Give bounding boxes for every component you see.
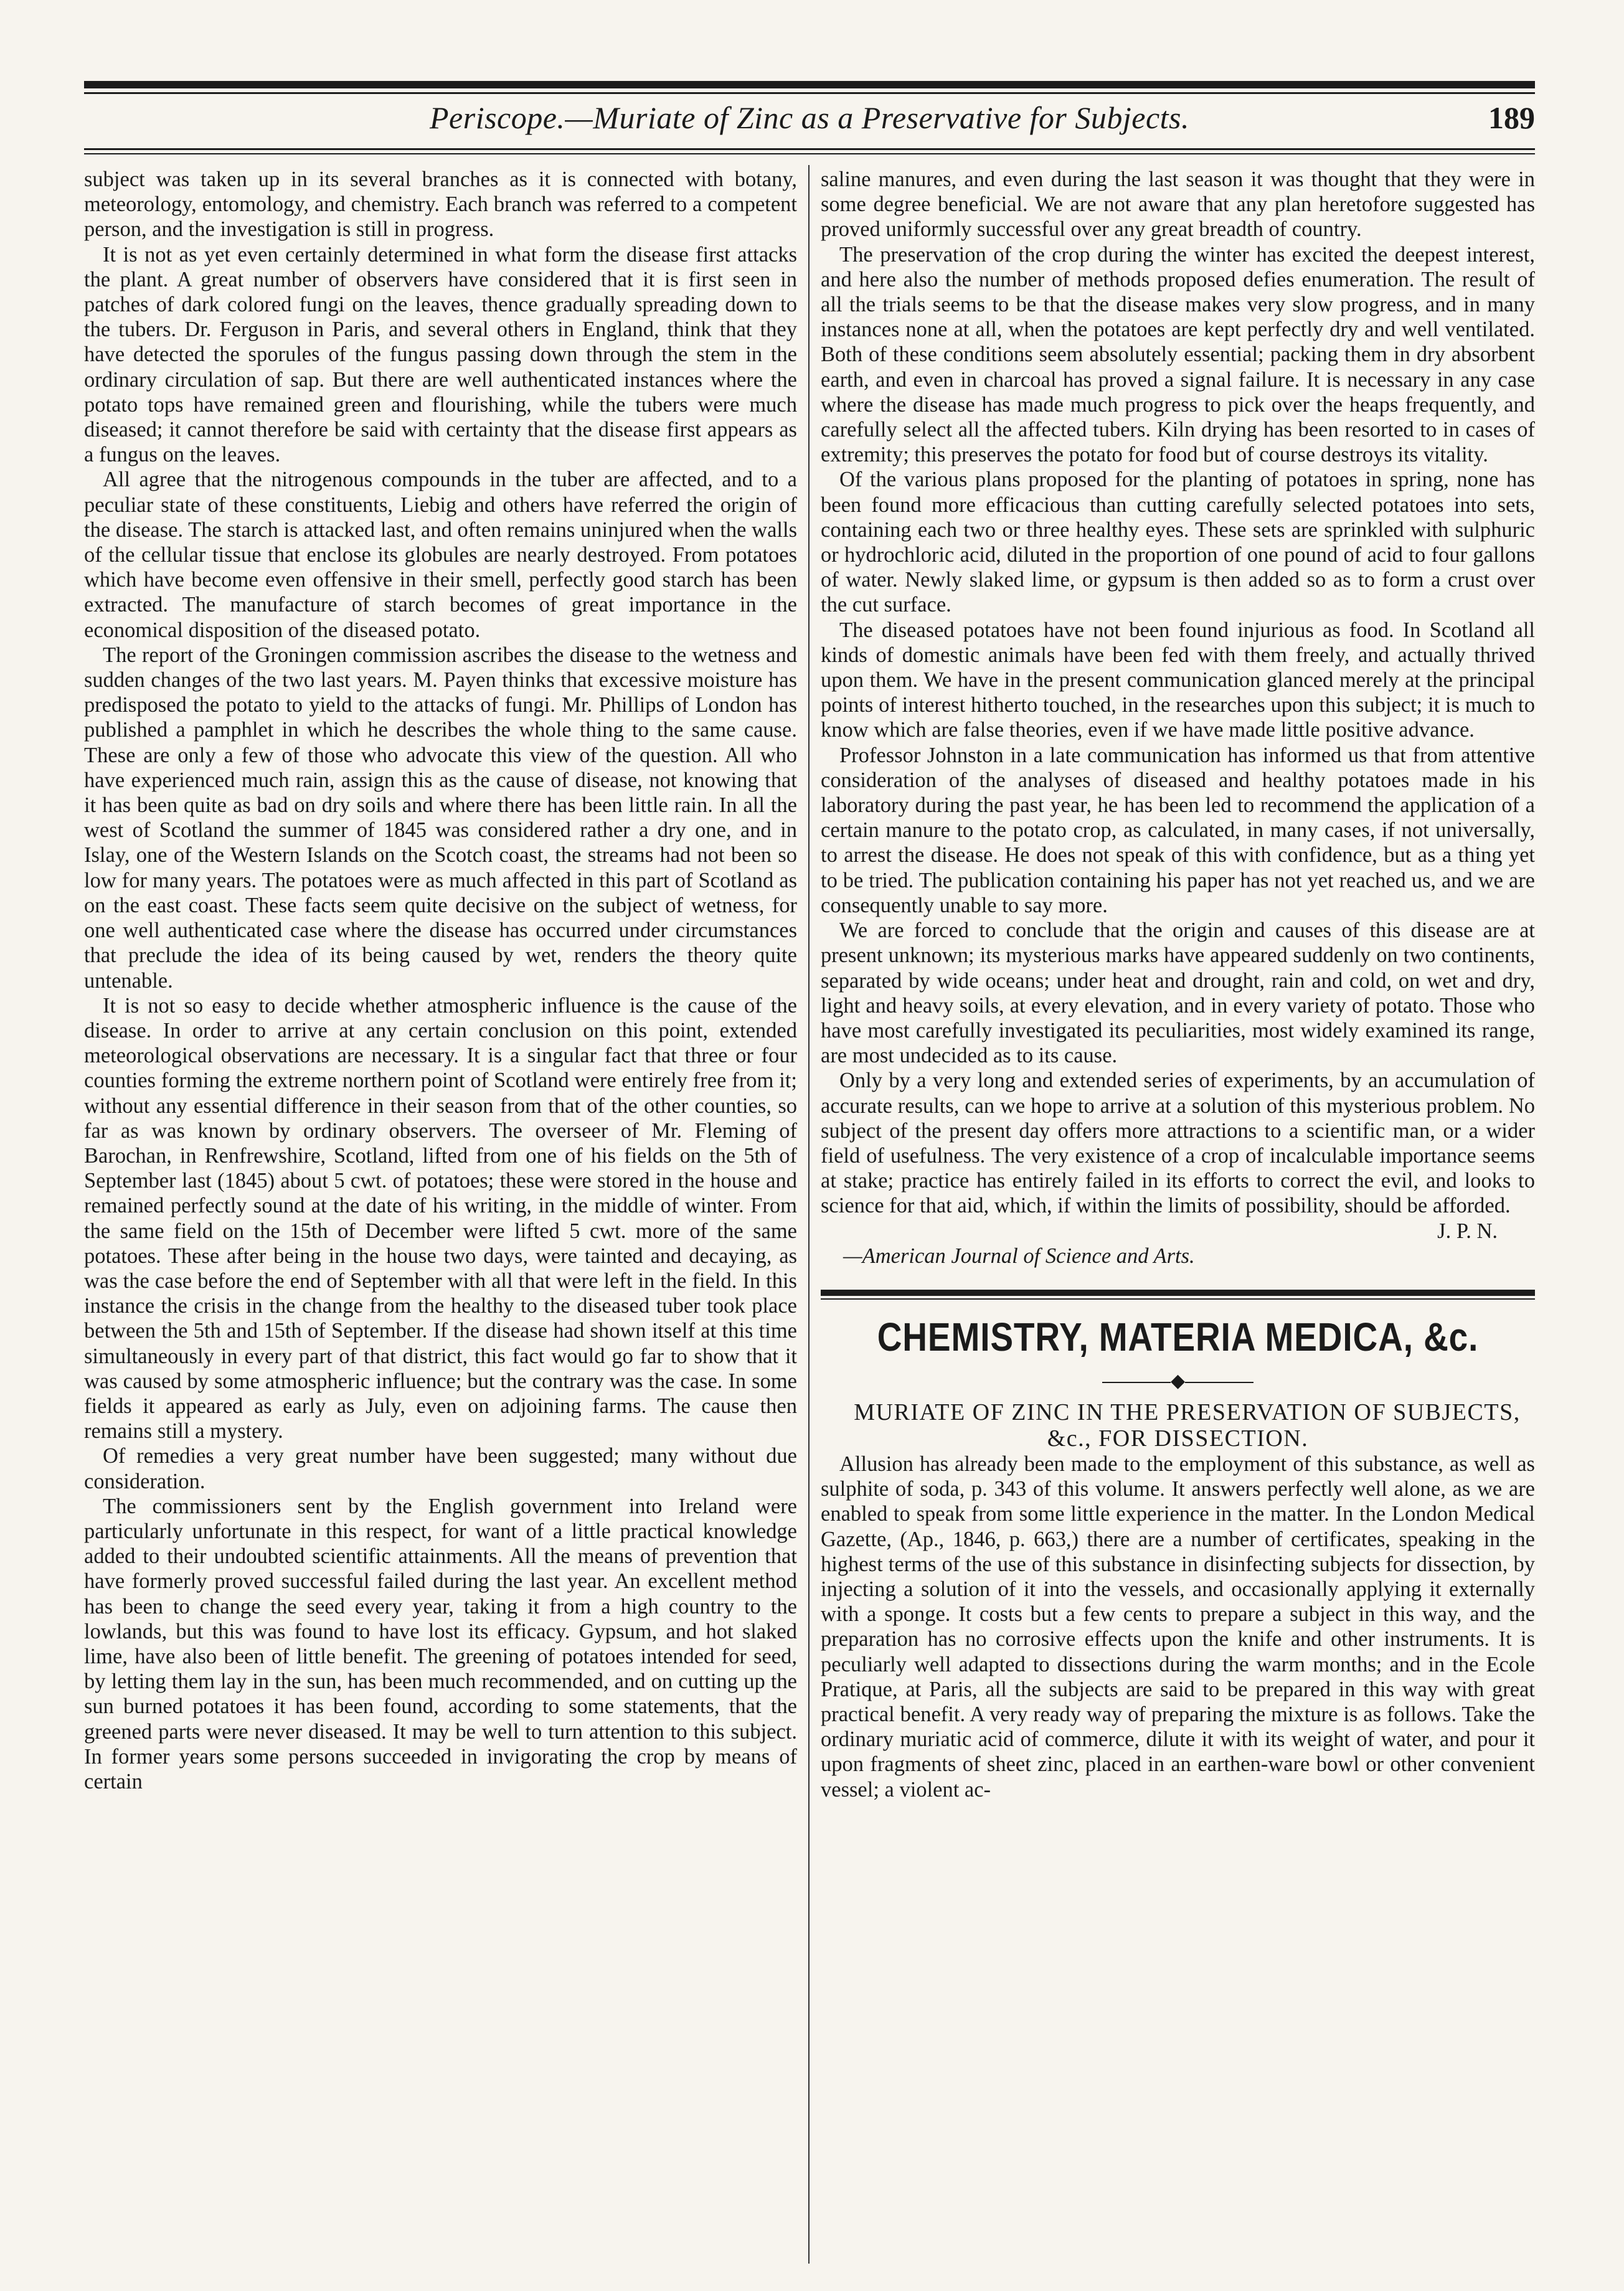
- left-paragraph: It is not as yet even certainly determined in what form the disease first attacks the plant. A great number of observers have considered that it is first seen in patches of dark colored fungi on the leaves, thence gradually spreading down to the tubers. Dr. Ferguson in Paris, and several others in England, think that they have detected the sporules of the fungus passing down through the stem in the ordinary circulation of sap. But there are well authenticated instances where the potato tops have remained green and flourishing, while the tubers were much diseased; it cannot therefore be said with certainty that the disease first appears as a fungus on the leaves.: [84, 242, 797, 467]
- section-rule-thin: [821, 1298, 1535, 1300]
- ornament-divider: ◆: [821, 1366, 1535, 1397]
- section-rule: [821, 1290, 1535, 1296]
- section-heading: CHEMISTRY, MATERIA MEDICA, &c.: [877, 1314, 1479, 1359]
- source-citation: —American Journal of Science and Arts.: [843, 1244, 1195, 1268]
- right-column: [821, 167, 1535, 2265]
- right-paragraph: saline manures, and even during the last season it was thought that they were in some degree beneficial. We are not aware that any plan heretofore suggested has proved uniformly successful over any great breadth of country.: [821, 168, 1535, 242]
- left-paragraph: subject was taken up in its several branches as it is connected with botany, meteorology, entomology, and chemistry. Each branch was referred to a competent person, and the investigation is still in progress.: [84, 168, 797, 242]
- right-paragraph: The diseased potatoes have not been found injurious as food. In Scotland all kinds of domestic animals have been fed with them freely, and actually thrived upon them. We have in the present communication glanced merely at the principal points of interest hitherto touched, in the researches upon this subject; it is much to know which are false theories, even if we have made little positive advance.: [821, 618, 1535, 742]
- top-rule: [84, 81, 1535, 88]
- right-paragraph: Of the various plans proposed for the planting of potatoes in spring, none has been found more efficacious than cutting carefully selected potatoes into sets, containing each two or three healthy eyes. These sets are sprinkled with sulphuric or hydrochloric acid, diluted in the proportion of one pound of acid to four gallons of water. Newly slaked lime, or gypsum is then added so as to form a crust over the cut surface.: [821, 468, 1535, 617]
- left-paragraph: It is not so easy to decide whether atmospheric influence is the cause of the disease. In order to arrive at any certain conclusion on this point, extended meteorological observations are necessary. It is a singular fact that three or four counties forming the extreme northern point of Scotland were entirely free from it; without any essential difference in their season from that of the other counties, so far as was known by ordinary observers. The overseer of Mr. Fleming of Barochan, in Renfrewshire, Scotland, lifted from one of his fields on the 5th of September last (1845) about 5 cwt. of potatoes; these were stored in the house and remained perfectly sound at the date of his writing, in the middle of winter. From the same field on the 15th of December were lifted 5 cwt. more of the same potatoes. These after being in the house two days, were tainted and decaying, as was the case before the end of September with all that were left in the field. In this instance the crisis in the change from the healthy to the diseased tuber took place between the 5th and 15th of September. If the disease had shown itself at this time simultaneously in every part of that district, this fact would go far to show that it was caused by some atmospheric influence; but the contrary was the case. In some fields it appeared as early as July, even on adjoining farms. The cause then remains still a mystery.: [84, 993, 797, 1443]
- left-paragraph: The report of the Groningen commission ascribes the disease to the wetness and sudden changes of the two last years. M. Payen thinks that excessive moisture has predisposed the potato to yield to the attacks of fungi. Mr. Phillips of London has published a pamphlet in which he describes the whole thing to the same cause. These are only a few of those who advocate this view of the question. All who have experienced much rain, assign this as the cause of disease, not knowing that it has been quite as bad on dry soils and where there has been little rain. In all the west of Scotland the summer of 1845 was considered rather a dry one, and in Islay, one of the Western Islands on the Scotch coast, the streams had not been so low for many years. The potatoes were as much affected in this part of Scotland as on the east coast. These facts seem quite decisive on the subject of wetness, for one well authenticated case where the disease has occurred under circumstances that preclude the idea of its being caused by wet, renders the theory quite untenable.: [84, 643, 797, 993]
- running-title: Periscope.—Muriate of Zinc as a Preservative for Subjects.: [430, 100, 1189, 135]
- right-paragraph: The preservation of the crop during the winter has excited the deepest interest, and here also the number of methods proposed defies enumeration. The result of all the trials seems to be that the disease makes very slow progress, and in many instances none at all, when the potatoes are kept perfectly dry and well ventilated. Both of these conditions seem absolutely essential; packing them in dry absorbent earth, and even in charcoal has proved a signal failure. It is necessary in any case where the disease has made much progress to pick over the heaps frequently, and carefully select all the affected tubers. Kiln drying has been resorted to in cases of extremity; this preserves the potato for food but of course destroys its vitality.: [821, 242, 1535, 467]
- left-paragraph: The commissioners sent by the English government into Ireland were particularly unfortunate in this respect, for want of a little practical knowledge added to their undoubted scientific attainments. All the means of prevention that have formerly proved successful failed during the last year. An excellent method has been to change the seed every year, taking it from a high country to the lowlands, but this was found to have lost its efficacy. Gypsum, and hot slaked lime, have also been of little benefit. The greening of potatoes intended for seed, by letting them lay in the sun, has been much recommended, and on cutting up the sun burned potatoes it has been found, according to some statements, that the greened parts were never diseased. It may be well to turn attention to this subject. In former years some persons succeeded in invigorating the crop by means of certain: [84, 1494, 797, 1793]
- left-paragraph: Of remedies a very great number have been suggested; many without due consideration.: [84, 1444, 797, 1493]
- right-paragraph: Professor Johnston in a late communication has informed us that from attentive consideration of the analyses of diseased and healthy potatoes made in his laboratory during the past year, he has been led to recommend the application of a certain manure to the potato crop, as calculated, in many cases, if not universally, to arrest the disease. He does not speak of this with confidence, but as a thing yet to be tried. The publication containing his paper has not yet reached us, and we are consequently unable to say more.: [821, 743, 1535, 917]
- page-number: 189: [1488, 100, 1535, 135]
- right-paragraph: Only by a very long and extended series of experiments, by an accumulation of accurate results, can we hope to arrive at a solution of this mysterious problem. No subject of the present day offers more attractions to a scientific man, or a wider field of usefulness. The very existence of a crop of incalculable importance seems at stake; practice has entirely failed in its efforts to correct the evil, and looks to science for that aid, which, if within the limits of possibility, should be afforded.: [821, 1069, 1535, 1218]
- top-rule-thin: [84, 92, 1535, 94]
- signature-initials: J. P. N.: [1437, 1219, 1498, 1243]
- head-rule: [84, 148, 1535, 150]
- head-rule-thin: [84, 153, 1535, 154]
- left-column: [84, 167, 797, 2265]
- article-title: MURIATE OF ZINC IN THE PRESERVATION OF SUBJECTS, &c., FOR DISSECTION.: [854, 1399, 1521, 1452]
- article-paragraph: Allusion has already been made to the employment of this substance, as well as sulphite of soda, p. 343 of this volume. It answers perfectly well alone, as we are enabled to speak from some little experience in the matter. In the London Medical Gazette, (Ap., 1846, p. 663,) there are a number of certificates, speaking in the highest terms of the use of this substance in disinfecting subjects for dissection, by injecting a solution of it into the vessels, and occasionally applying it externally with a sponge. It costs but a few cents to prepare a subject in this way, and the preparation has no corrosive effects upon the knife and other instruments. It is peculiarly well adapted to dissections during the warm months; and in the Ecole Pratique, at Paris, all the subjects are said to be prepared in this way with great practical benefit. A very ready way of preparing the mixture is as follows. Take the ordinary muriatic acid of commerce, dilute it with its weight of water, and pour it upon fragments of sheet zinc, placed in an earthen-ware bowl or other convenient vessel; a violent ac-: [821, 1452, 1535, 1802]
- column-divider: [808, 165, 810, 2264]
- running-head: [84, 100, 1535, 143]
- right-paragraph: We are forced to conclude that the origin and causes of this disease are at present unknown; its mysterious marks have appeared suddenly on two continents, separated by wide oceans; under heat and drought, rain and cold, on wet and dry, light and heavy soils, at every elevation, and in every variety of potato. Those who have most carefully investigated its peculiarities, most widely examined its range, are most undecided as to its cause.: [821, 919, 1535, 1068]
- signature-line: [821, 1219, 1535, 1244]
- left-paragraph: All agree that the nitrogenous compounds in the tuber are affected, and to a peculiar state of these constituents, Liebig and others have referred the origin of the disease. The starch is attacked last, and often remains uninjured when the walls of the cellular tissue that enclose its globules are nearly destroyed. From potatoes which have become even offensive in their smell, perfectly good starch has been extracted. The manufacture of starch becomes of great importance in the economical disposition of the diseased potato.: [84, 468, 797, 642]
